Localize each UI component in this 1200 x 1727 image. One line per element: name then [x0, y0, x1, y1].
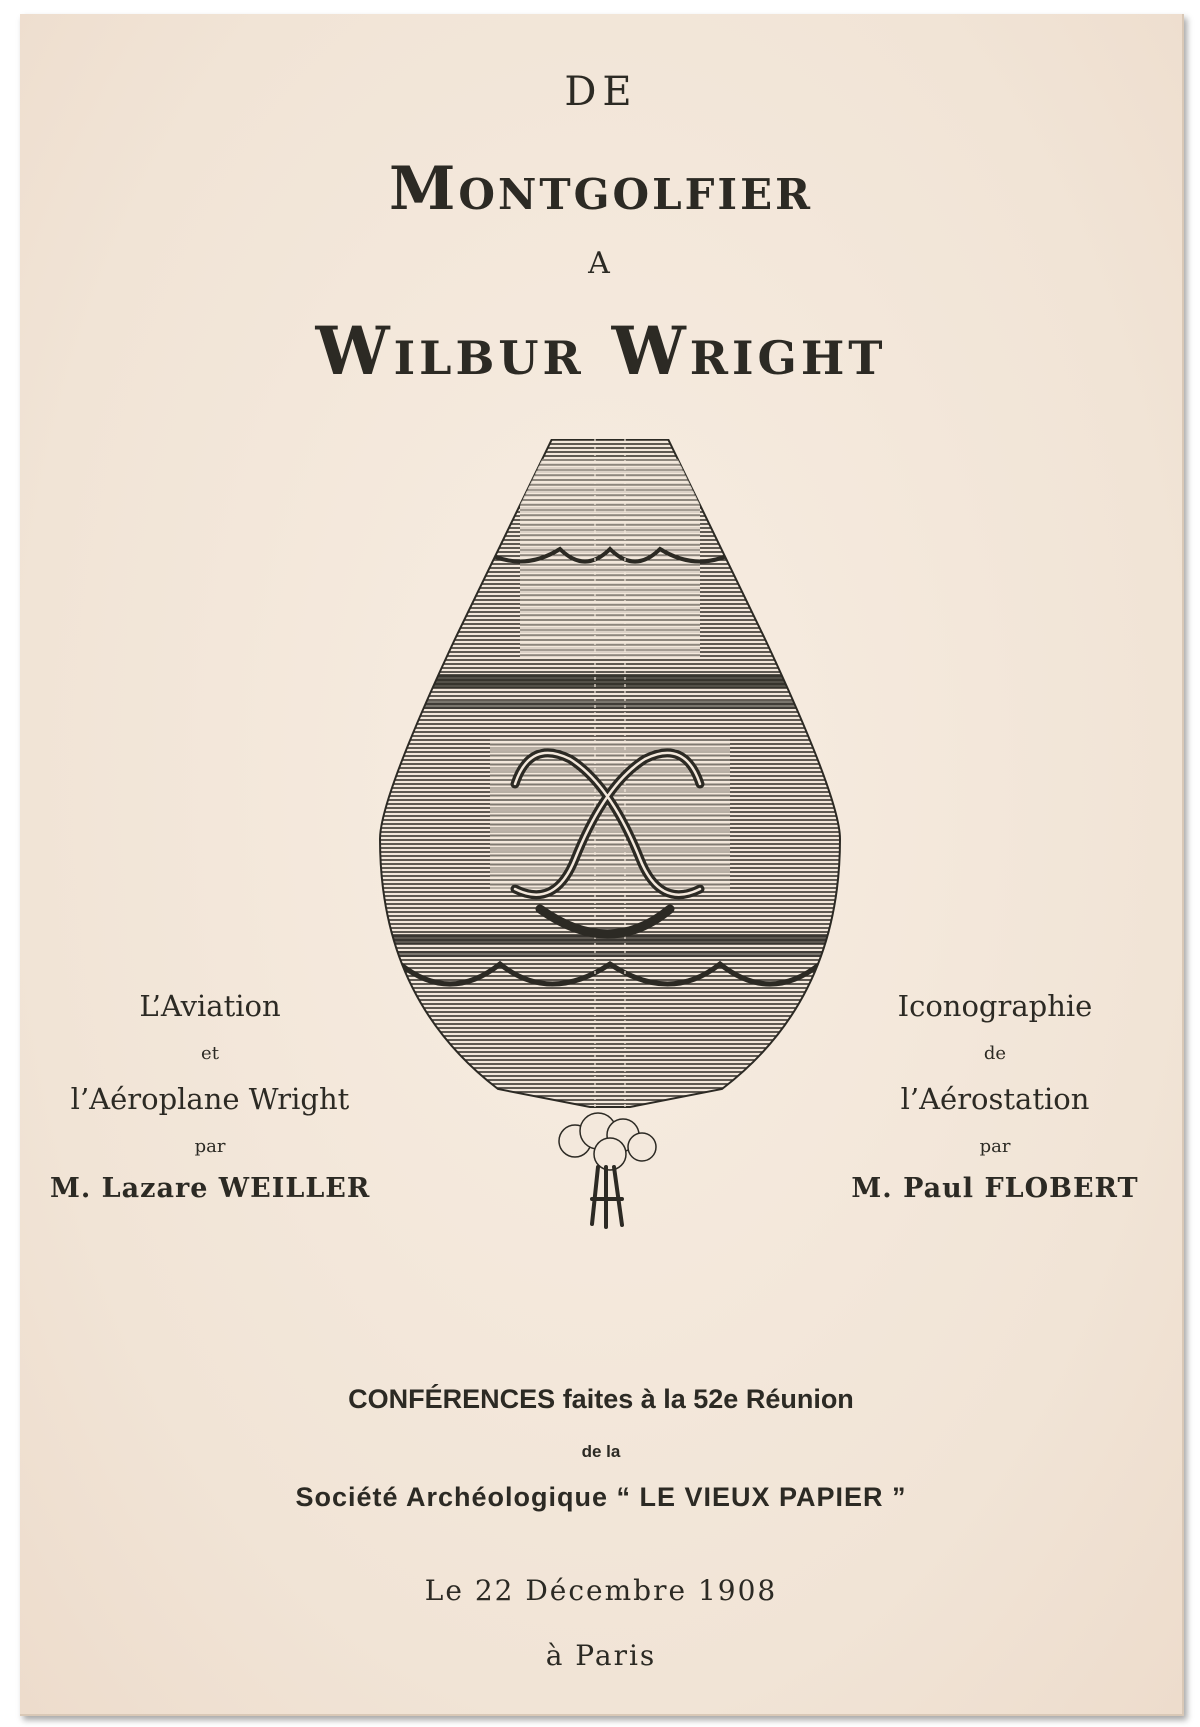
left-par: par: [194, 1136, 226, 1157]
right-title: Iconographie: [897, 989, 1093, 1023]
right-subtitle: l’Aérostation: [900, 1082, 1090, 1116]
right-column-lecture: [825, 989, 1165, 1204]
right-par: par: [979, 1136, 1011, 1157]
conferences-line: CONFÉRENCES faites à la 52e Réunion: [348, 1384, 854, 1414]
left-et: et: [201, 1043, 219, 1064]
title-line-a: A: [588, 246, 614, 281]
title-line-montgolfier: Montgolfier: [388, 154, 813, 224]
place-line: à Paris: [545, 1639, 657, 1672]
right-de: de: [983, 1043, 1007, 1064]
montgolfier-balloon-illustration: [370, 439, 850, 1319]
left-author: M. Lazare WEILLER: [50, 1173, 371, 1204]
left-subtitle: l’Aéroplane Wright: [70, 1082, 350, 1116]
pamphlet-cover: [20, 14, 1184, 1716]
title-line-de: DE: [564, 69, 638, 115]
societe-line: Société Archéologique “ LE VIEUX PAPIER ”: [295, 1482, 907, 1512]
de-la-line: de la: [581, 1442, 621, 1461]
left-column-lecture: [50, 989, 370, 1204]
date-line: Le 22 Décembre 1908: [424, 1574, 778, 1607]
left-title: L’Aviation: [139, 989, 281, 1023]
title-line-wilbur-wright: Wilbur Wright: [315, 312, 887, 390]
right-author: M. Paul FLOBERT: [851, 1173, 1139, 1204]
